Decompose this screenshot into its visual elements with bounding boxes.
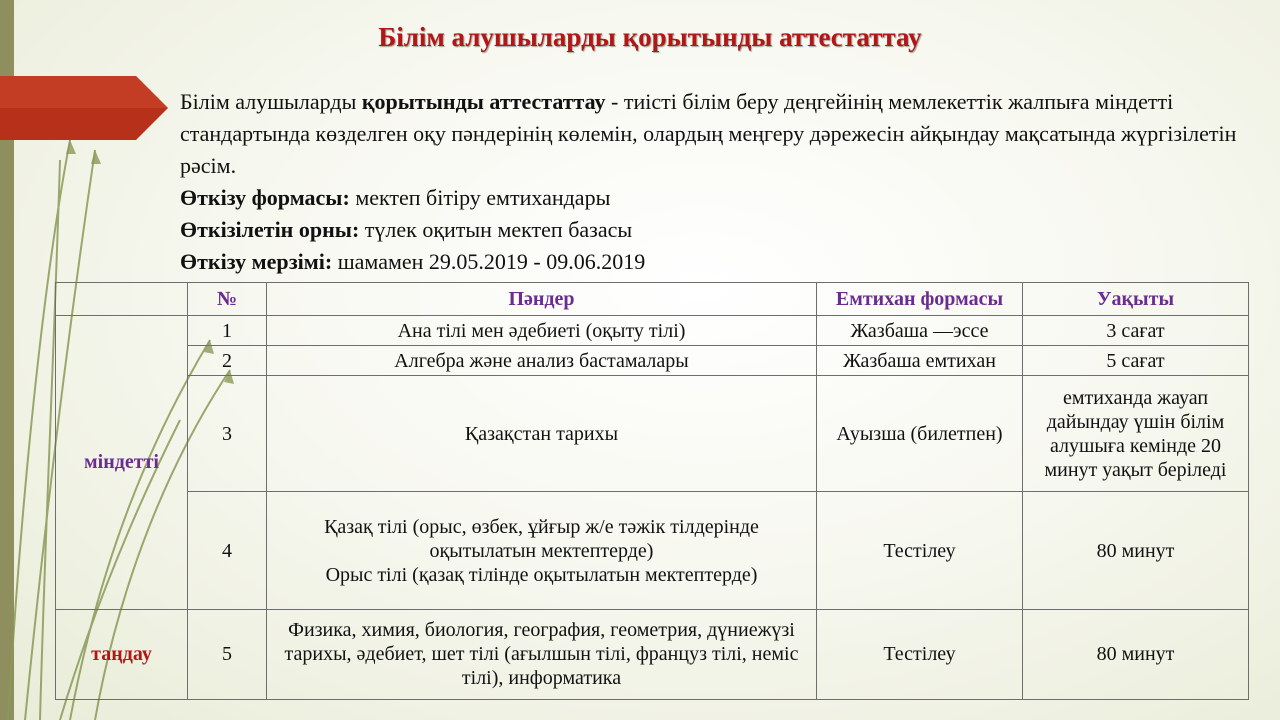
row-time: 80 минут — [1023, 609, 1249, 699]
row-exam-form: Жазбаша —эссе — [817, 316, 1023, 346]
row-subject: Қазақстан тарихы — [267, 376, 817, 492]
header-time: Уақыты — [1023, 283, 1249, 316]
row-number: 4 — [188, 492, 267, 609]
lead-term: Білім алушыларды — [180, 89, 357, 114]
header-number: № — [188, 283, 267, 316]
table-row — [56, 609, 1249, 699]
form-value: мектеп бітіру емтихандары — [349, 185, 611, 210]
row-subject: Қазақ тілі (орыс, өзбек, ұйғыр ж/е тәжік тілдерінде оқытылатын мектептерде) — [324, 515, 759, 562]
definition-paragraph — [180, 86, 1240, 182]
row-time: 80 минут — [1023, 492, 1249, 609]
intro-text — [180, 86, 1240, 278]
row-number: 5 — [188, 609, 267, 699]
form-label: Өткізу формасы: — [180, 185, 350, 210]
period-value: шамамен 29.05.2019 - 09.06.2019 — [332, 249, 646, 274]
row-subject: Физика, химия, биология, география, геометрия, дүниежүзі тарихы, әдебиет, шет тілі (ағылшын тілі, француз тілі, неміс тілі), информатика — [267, 609, 817, 699]
row-subject: Алгебра және анализ бастамалары — [267, 346, 817, 376]
table-header-row — [56, 283, 1249, 316]
row-exam-form: Тестілеу — [817, 492, 1023, 609]
row-time: 5 сағат — [1023, 346, 1249, 376]
row-time: 3 сағат — [1023, 316, 1249, 346]
form-line — [180, 182, 1240, 214]
period-label: Өткізу мерзімі: — [180, 249, 333, 274]
table-row — [56, 376, 1249, 492]
period-line — [180, 246, 1240, 278]
place-value: түлек оқитын мектеп базасы — [359, 217, 633, 242]
table-row — [56, 316, 1249, 346]
header-subjects: Пәндер — [267, 283, 817, 316]
row-exam-form: Тестілеу — [817, 609, 1023, 699]
exam-table — [55, 282, 1249, 700]
row-number: 1 — [188, 316, 267, 346]
page-title: Білім алушыларды қорытынды аттестаттау — [378, 22, 922, 52]
place-line — [180, 214, 1240, 246]
title-arrow-shape — [0, 76, 168, 140]
definition-text: - тиісті білім беру деңгейінің мемлекеттік жалпыға міндетті стандартында көзделген оқу пәндерінің көлемін, олардың меңгеру дәрежесін айқындау мақсатында жүргізілетін рәсім. — [180, 89, 1237, 178]
row-subject-cell — [267, 492, 817, 609]
row-time: емтиханда жауап дайындау үшін білім алушыға кемінде 20 минут уақыт беріледі — [1023, 376, 1249, 492]
table-row — [56, 492, 1249, 609]
row-number: 2 — [188, 346, 267, 376]
row-number: 3 — [188, 376, 267, 492]
header-category — [56, 283, 188, 316]
row-exam-form: Жазбаша емтихан — [817, 346, 1023, 376]
lead-term-bold: қорытынды аттестаттау — [361, 89, 606, 114]
table-row — [56, 346, 1249, 376]
category-optional: таңдау — [56, 609, 188, 699]
category-required: міндетті — [56, 316, 188, 610]
header-exam-form: Емтихан формасы — [817, 283, 1023, 316]
place-label: Өткізілетін орны: — [180, 217, 360, 242]
row-subject: Ана тілі мен әдебиеті (оқыту тілі) — [267, 316, 817, 346]
row-subject-extra: Орыс тілі (қазақ тілінде оқытылатын мектептерде) — [325, 563, 758, 586]
row-exam-form: Ауызша (билетпен) — [817, 376, 1023, 492]
